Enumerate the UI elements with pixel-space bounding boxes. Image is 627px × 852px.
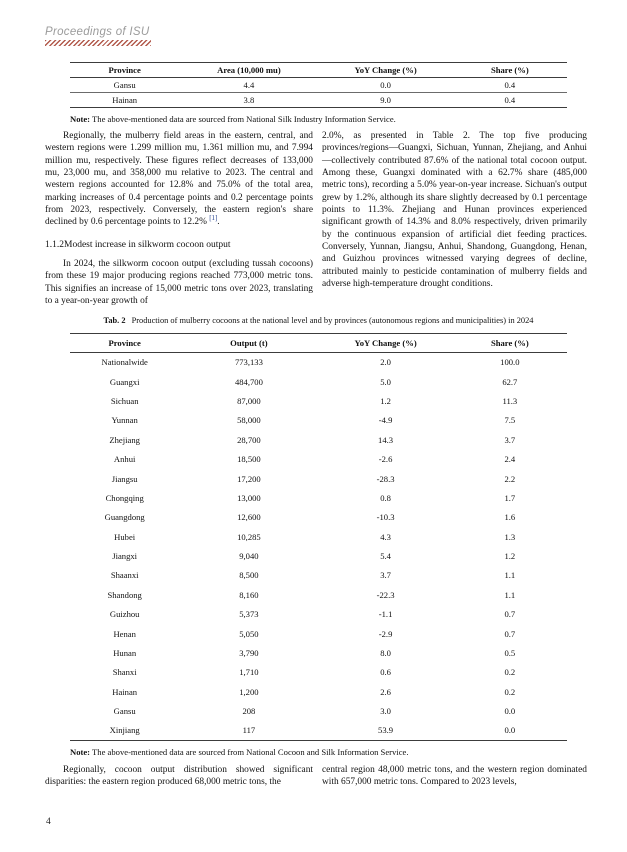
- table-cell: 4.4: [243, 80, 255, 90]
- table-cell: 9.0: [380, 95, 391, 105]
- table-cell: Hunan: [113, 648, 137, 659]
- table-cell: 2.2: [504, 473, 516, 484]
- table-cell: 13,000: [237, 492, 261, 503]
- table-cell: 1.2: [380, 395, 391, 406]
- table-row: [70, 488, 567, 507]
- hatch-rule-decoration: [45, 40, 151, 46]
- table-cell: Guangdong: [104, 512, 145, 523]
- table2-caption-label: Tab. 2: [103, 316, 126, 325]
- table-row: [70, 353, 567, 372]
- table-row: [70, 643, 567, 662]
- table-cell: 0.0: [504, 706, 516, 717]
- table-row: [70, 546, 567, 565]
- table-row: [70, 605, 567, 624]
- column-header: Output (t): [230, 338, 268, 348]
- table-row: [70, 411, 567, 430]
- page-number: 4: [46, 817, 51, 827]
- table-cell: Chongqing: [105, 492, 144, 503]
- table-cell: 0.4: [504, 80, 516, 90]
- table-cell: 17,200: [237, 473, 261, 484]
- table-cell: Nationalwide: [101, 357, 148, 368]
- paragraph-regional-distribution-cont: central region 48,000 metric tons, and the western region dominated with 657,000 metric tons. Compared to 2023 levels,: [322, 765, 587, 788]
- table-cell: 0.2: [504, 686, 516, 697]
- table-row: [70, 527, 567, 546]
- table-cell: Jiangxi: [112, 551, 138, 562]
- note-text: The above-mentioned data are sourced from National Silk Industry Information Service.: [90, 114, 396, 124]
- table1-note: [70, 114, 396, 124]
- note-text: The above-mentioned data are sourced from National Cocoon and Silk Information Service.: [90, 747, 409, 757]
- table-cell: 484,700: [234, 376, 263, 387]
- paragraph-regional-distribution: Regionally, cocoon output distribution showed significant disparities: the eastern region produced 68,000 metric tons, the: [45, 765, 313, 788]
- table-cell: Sichuan: [110, 395, 139, 406]
- table-cell: Henan: [113, 628, 136, 639]
- table-cell: 1.7: [504, 492, 516, 503]
- right-text-column: [322, 130, 587, 290]
- table-cell: 0.5: [504, 648, 516, 659]
- table-cell: 53.9: [378, 725, 394, 736]
- table-header-row: [70, 63, 567, 78]
- table2-note: [70, 747, 408, 757]
- table-cell: 7.5: [504, 415, 516, 426]
- table-cell: 5.0: [380, 376, 391, 387]
- table-cell: Anhui: [113, 454, 136, 465]
- table-cell: 0.7: [504, 609, 516, 620]
- table-cell: 3,790: [239, 648, 259, 659]
- table-cell: 3.8: [243, 95, 255, 105]
- paragraph-text: .: [217, 217, 220, 228]
- table-cell: 773,133: [234, 357, 263, 368]
- table-cell: Shandong: [107, 589, 142, 600]
- table-cell: Shaanxi: [110, 570, 139, 581]
- table-row: [70, 93, 567, 108]
- table-cell: 100.0: [500, 357, 520, 368]
- table-cell: 2.4: [504, 454, 516, 465]
- table-cell: 117: [242, 725, 256, 736]
- footer-right-column: [322, 764, 587, 789]
- table-cell: Gansu: [113, 80, 136, 90]
- table-cell: 1,200: [239, 686, 259, 697]
- production-table: [70, 333, 567, 741]
- table-row: [70, 721, 567, 740]
- table-cell: Jiangsu: [111, 473, 138, 484]
- table-cell: 1.2: [504, 551, 516, 562]
- column-header: Share (%): [490, 65, 529, 75]
- table-cell: Guizhou: [109, 609, 140, 620]
- journal-title: Proceedings of ISU: [45, 26, 150, 38]
- left-text-column: [45, 130, 313, 307]
- table-cell: Shanxi: [112, 667, 137, 678]
- table-cell: 14.3: [378, 434, 394, 445]
- table-cell: Guangxi: [109, 376, 140, 387]
- table-cell: 62.7: [502, 376, 518, 387]
- table-cell: 87,000: [237, 395, 261, 406]
- column-header: Province: [108, 338, 141, 348]
- table2-caption-text: Production of mulberry cocoons at the national level and by provinces (autonomous regions and municipalities) in 2024: [131, 316, 534, 325]
- table-row: [70, 449, 567, 468]
- table-cell: 10,285: [237, 531, 261, 542]
- table-cell: Hainan: [112, 686, 138, 697]
- footer-left-column: [45, 764, 313, 789]
- table-cell: 0.8: [380, 492, 391, 503]
- table-cell: Zhejiang: [109, 434, 140, 445]
- table-cell: 5,050: [239, 628, 259, 639]
- area-table-body: [70, 78, 567, 108]
- table-cell: Xinjiang: [109, 725, 140, 736]
- table-cell: 8,160: [239, 589, 259, 600]
- paragraph-text: Regionally, the mulberry field areas in the eastern, central, and western regions were 1.299 million mu, 1.361 million mu, and 7.994 million mu, respectively. These figures reflect decreases of 133,000 mu, 23,000 mu, and 358,000 mu relative to 2023. The central and western regions accounted for 12.8% and 75.0% of the total area, marking increases of 0.4 percentage points and 0.2 percentage points from 2023, respectively. Conversely, the eastern region's share declined by 0.6 percentage points to 12.2%: [45, 131, 313, 228]
- table-cell: -4.9: [378, 415, 393, 426]
- table-row: [70, 585, 567, 604]
- citation-ref[interactable]: [1]: [209, 215, 218, 223]
- note-label: Note:: [70, 747, 91, 757]
- table-cell: Hainan: [112, 95, 138, 105]
- table-cell: -2.9: [378, 628, 393, 639]
- area-table: [70, 62, 567, 108]
- table-cell: 9,040: [239, 551, 259, 562]
- table-row: [70, 78, 567, 93]
- column-header: Area (10,000 mu): [217, 65, 281, 75]
- table-cell: 12,600: [237, 512, 261, 523]
- table-cell: 8.0: [380, 648, 391, 659]
- table-row: [70, 391, 567, 410]
- paragraph-cocoon-output: In 2024, the silkworm cocoon output (excluding tussah cocoons) from these 19 major producing regions reached 773,000 metric tons. This signifies an increase of 15,000 metric tons over 2023, translating to a year-on-year growth of: [45, 259, 313, 307]
- table-cell: 1.1: [504, 570, 516, 581]
- table-cell: 1,710: [239, 667, 259, 678]
- table-row: [70, 469, 567, 488]
- column-header: YoY Change (%): [354, 338, 417, 348]
- table-cell: 2.6: [380, 686, 391, 697]
- area-table-header: [70, 63, 567, 78]
- table-cell: 1.3: [504, 531, 516, 542]
- table-cell: 5,373: [239, 609, 259, 620]
- table-row: [70, 702, 567, 721]
- table-row: [70, 430, 567, 449]
- table-cell: 0.2: [504, 667, 516, 678]
- table-cell: 0.7: [504, 628, 516, 639]
- column-header: Share (%): [490, 338, 529, 348]
- table-cell: 3.7: [380, 570, 391, 581]
- table-cell: 0.0: [504, 725, 516, 736]
- table-cell: 8,500: [239, 570, 259, 581]
- table-cell: 28,700: [237, 434, 261, 445]
- table-cell: -22.3: [376, 589, 395, 600]
- column-header: Province: [108, 65, 141, 75]
- table-row: [70, 663, 567, 682]
- table-cell: -1.1: [378, 609, 393, 620]
- table-cell: -2.6: [378, 454, 393, 465]
- table-cell: Hubei: [114, 531, 136, 542]
- column-header: YoY Change (%): [354, 65, 417, 75]
- table-cell: 0.6: [380, 667, 391, 678]
- table-cell: 4.3: [380, 531, 391, 542]
- table-cell: Yunnan: [111, 415, 138, 426]
- table-cell: 5.4: [380, 551, 391, 562]
- table-cell: 58,000: [237, 415, 261, 426]
- table2-caption: [70, 316, 567, 325]
- table-row: [70, 508, 567, 527]
- table-cell: Gansu: [113, 706, 136, 717]
- table-cell: 11.3: [502, 395, 518, 406]
- table-cell: 208: [242, 706, 256, 717]
- journal-logo: [45, 26, 151, 46]
- table-row: [70, 372, 567, 391]
- table-cell: 18,500: [237, 454, 261, 465]
- section-heading: 1.1.2Modest increase in silkworm cocoon output: [45, 239, 231, 250]
- table-cell: -28.3: [376, 473, 395, 484]
- note-label: Note:: [70, 114, 91, 124]
- table-cell: 0.4: [504, 95, 516, 105]
- table-cell: -10.3: [376, 512, 395, 523]
- table-row: [70, 566, 567, 585]
- table-row: [70, 682, 567, 701]
- paragraph-top-producers: 2.0%, as presented in Table 2. The top five producing provinces/regions—Guangxi, Sichuan, Yunnan, Zhejiang, and Anhui—collectively contributed 87.6% of the national total cocoon output. Among these, Guangxi dominated with a 62.7% share (485,000 metric tons), recording a 5.0% year-on-year increase. Sichuan's output grew by 1.2%, although its share slightly decreased by 0.1 percentage points to 11.3%. Zhejiang and Hunan provinces experienced significant growth of 14.3% and 8.0% respectively, driven primarily by the continuous expansion of artificial diet feeding practices. Conversely, Yunnan, Jiangsu, Anhui, Shandong, Guangdong, Henan, and Guizhou provinces witnessed varying degrees of decline, attributed mainly to pesticide contamination of mulberry fields and adverse high-temperature drought conditions.: [322, 131, 587, 290]
- production-table-header: [70, 334, 567, 353]
- table-cell: 0.0: [380, 80, 391, 90]
- paragraph-regional-areas: [45, 130, 313, 229]
- table-cell: 1.1: [504, 589, 516, 600]
- table-header-row: [70, 334, 567, 353]
- production-table-body: [70, 353, 567, 741]
- table-cell: 2.0: [380, 357, 391, 368]
- table-row: [70, 624, 567, 643]
- table-cell: 3.0: [380, 706, 391, 717]
- table-cell: 1.6: [504, 512, 516, 523]
- table-cell: 3.7: [504, 434, 516, 445]
